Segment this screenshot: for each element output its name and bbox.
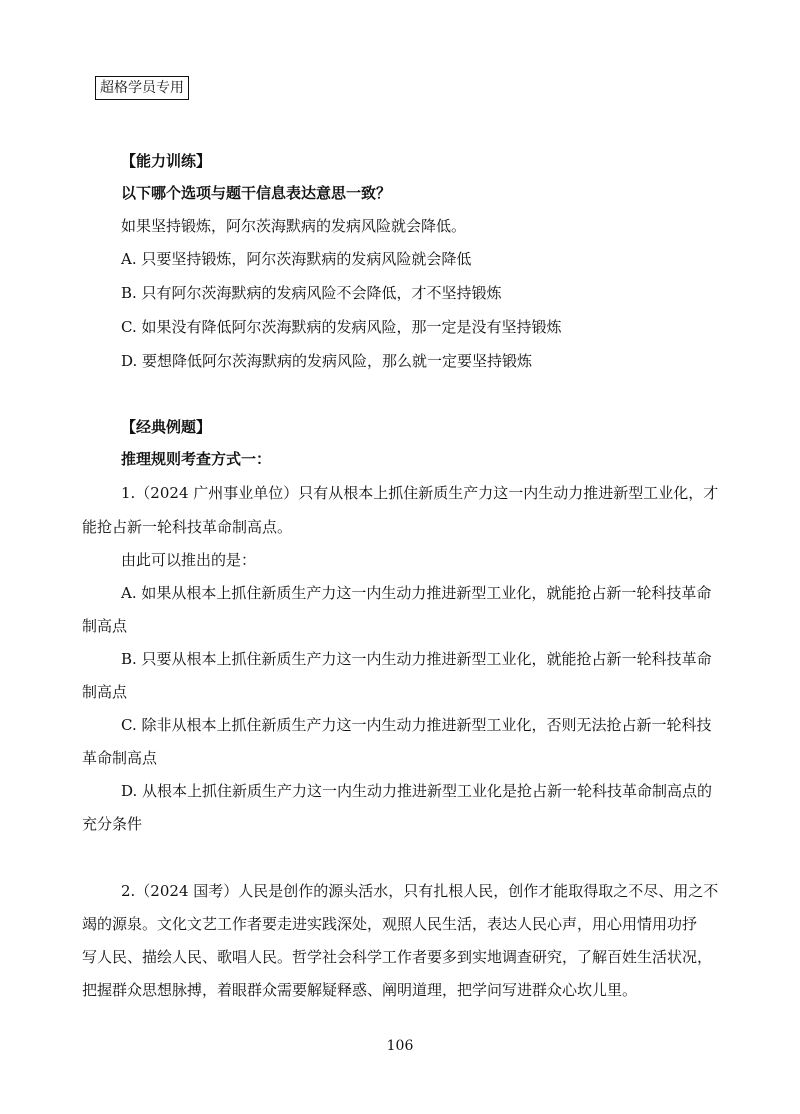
q2-line3: 写人民、描绘人民、歌唱人民。哲学社会科学工作者要多到实地调查研究，了解百姓生活状况， xyxy=(82,948,713,966)
q1-option-d-line1: D. 从根本上抓住新质生产力这一内生动力推进新型工业化是抢占新一轮科技革命制高点的 xyxy=(121,782,713,800)
q1-prompt: 由此可以推出的是： xyxy=(121,551,257,569)
training-option-d: D. 要想降低阿尔茨海默病的发病风险，那么就一定要坚持锻炼 xyxy=(121,352,533,370)
training-question: 以下哪个选项与题干信息表达意思一致？ xyxy=(121,184,392,202)
q1-option-c-line2: 革命制高点 xyxy=(82,749,158,767)
training-heading: 【能力训练】 xyxy=(121,152,212,170)
training-option-a: A. 只要坚持锻炼，阿尔茨海默病的发病风险就会降低 xyxy=(121,250,472,268)
q2-line4: 把握群众思想脉搏，着眼群众需要解疑释惑、阐明道理，把学问写进群众心坎儿里。 xyxy=(82,981,638,999)
q1-option-c-line1: C. 除非从根本上抓住新质生产力这一内生动力推进新型工业化，否则无法抢占新一轮科技 xyxy=(121,716,712,734)
page-number: 106 xyxy=(386,1038,414,1054)
q2-line1: 2.（2024 国考）人民是创作的源头活水，只有扎根人民，创作才能取得取之不尽、用之不 xyxy=(121,882,719,900)
q1-stem-line1: 1.（2024 广州事业单位）只有从根本上抓住新质生产力这一内生动力推进新型工业化，才 xyxy=(121,484,719,502)
training-option-b: B. 只有阿尔茨海默病的发病风险不会降低，才不坚持锻炼 xyxy=(121,284,502,302)
examples-subheading: 推理规则考查方式一： xyxy=(121,450,272,468)
q1-option-b-line1: B. 只要从根本上抓住新质生产力这一内生动力推进新型工业化，就能抢占新一轮科技革命 xyxy=(121,650,712,668)
q1-stem-line2: 能抢占新一轮科技革命制高点。 xyxy=(82,518,293,536)
examples-heading: 【经典例题】 xyxy=(121,418,212,436)
q1-option-d-line2: 充分条件 xyxy=(82,815,143,833)
training-stem: 如果坚持锻炼，阿尔茨海默病的发病风险就会降低。 xyxy=(121,217,467,235)
q1-option-a-line1: A. 如果从根本上抓住新质生产力这一内生动力推进新型工业化，就能抢占新一轮科技革命 xyxy=(121,584,712,602)
q1-option-b-line2: 制高点 xyxy=(82,683,128,701)
q1-option-a-line2: 制高点 xyxy=(82,617,128,635)
student-only-tag: 超格学员专用 xyxy=(95,76,189,100)
training-option-c: C. 如果没有降低阿尔茨海默病的发病风险，那一定是没有坚持锻炼 xyxy=(121,318,562,336)
q2-line2: 竭的源泉。文化文艺工作者要走进实践深处，观照人民生活，表达人民心声，用心用情用功抒 xyxy=(82,915,698,933)
